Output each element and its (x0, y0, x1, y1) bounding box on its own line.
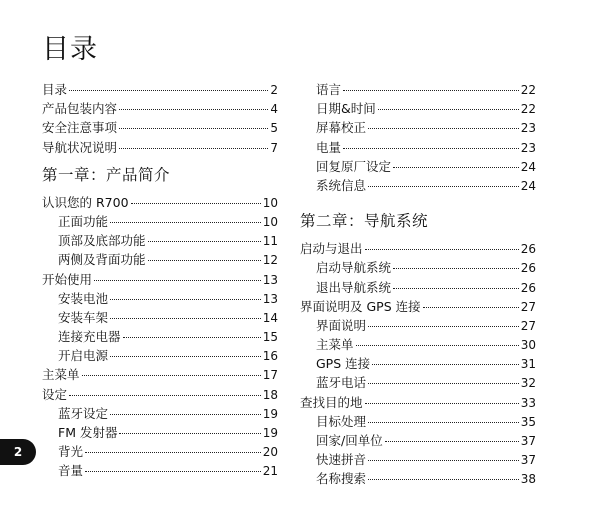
toc-entry-title: 安全注意事项 (42, 120, 118, 136)
dot-leader (82, 375, 261, 376)
toc-chapter-1 (42, 193, 278, 481)
toc-entry-page: 2 (270, 83, 278, 97)
toc-entry-title: 电量 (316, 139, 342, 155)
toc-entry-title: 主菜单 (316, 337, 354, 353)
toc-entry-page: 27 (520, 299, 536, 314)
toc-entry[interactable] (300, 157, 536, 176)
dot-leader (365, 249, 519, 250)
toc-entry-page: 10 (262, 214, 278, 229)
toc-entry-page: 7 (270, 140, 278, 155)
toc-entry-title: 主菜单 (42, 367, 80, 383)
toc-entry-title: 连接充电器 (58, 329, 121, 345)
toc-entry[interactable] (42, 385, 278, 404)
dot-leader (94, 280, 261, 281)
toc-entry-page: 37 (520, 453, 536, 468)
toc-entry-page: 27 (520, 318, 536, 333)
toc-entry-title: 界面说明及 GPS 连接 (300, 298, 421, 314)
toc-entry[interactable] (300, 176, 536, 195)
toc-entry-title: 音量 (58, 463, 84, 479)
toc-entry-page: 22 (520, 83, 536, 97)
toc-entry-title: FM 发射器 (58, 425, 118, 440)
toc-entry-page: 16 (262, 349, 278, 364)
toc-entry[interactable] (300, 450, 536, 469)
dot-leader (356, 345, 519, 346)
toc-entry-title: 屏幕校正 (316, 120, 367, 136)
page-number-badge: 2 (0, 439, 36, 465)
toc-entry-title: 背光 (58, 444, 84, 460)
toc-entry[interactable] (42, 423, 278, 442)
dot-leader (85, 471, 261, 472)
toc-entry[interactable] (42, 250, 278, 269)
dot-leader (368, 383, 519, 384)
dot-leader (368, 460, 519, 461)
toc-entry-page: 32 (520, 376, 536, 391)
dot-leader (393, 268, 519, 269)
toc-entry-title: 正面功能 (58, 213, 109, 229)
toc-entry[interactable] (42, 365, 278, 384)
toc-entry-page: 26 (520, 261, 536, 276)
dot-leader (119, 148, 268, 149)
toc-entry[interactable] (300, 469, 536, 488)
toc-entry-page: 18 (262, 387, 278, 402)
toc-entry-title: 蓝牙设定 (58, 405, 109, 421)
toc-entry-title: 启动导航系统 (316, 260, 392, 276)
toc-entry[interactable] (42, 118, 278, 137)
dot-leader (385, 441, 519, 442)
dot-leader (423, 307, 519, 308)
toc-entry-page: 26 (520, 242, 536, 257)
dot-leader (368, 186, 519, 187)
dot-leader (368, 128, 519, 129)
toc-entry-page: 35 (520, 414, 536, 429)
toc-entry[interactable] (300, 354, 536, 373)
toc-entry-title: 导航状况说明 (42, 139, 118, 155)
toc-entry-page: 22 (520, 102, 536, 117)
toc-entry-title: 界面说明 (316, 317, 367, 333)
toc-entry-page: 13 (262, 272, 278, 287)
toc-entry-title: 设定 (42, 386, 68, 402)
toc-entry-page: 37 (520, 434, 536, 448)
toc-entry-page: 10 (262, 195, 278, 210)
dot-leader (110, 414, 261, 415)
toc-entry-page: 24 (520, 159, 536, 174)
dot-leader (343, 148, 519, 149)
toc-entry[interactable] (300, 80, 536, 99)
toc-entry[interactable] (300, 138, 536, 157)
toc-entry[interactable] (42, 80, 278, 99)
toc-entry[interactable] (42, 99, 278, 118)
toc-entry-title: 顶部及底部功能 (58, 233, 146, 249)
page-title: 目录 (42, 34, 98, 65)
toc-entry-page: 33 (520, 395, 536, 410)
dot-leader (368, 422, 519, 423)
dot-leader (123, 337, 261, 338)
dot-leader (365, 403, 519, 404)
toc-entry-page: 15 (262, 330, 278, 345)
toc-entry-title: 开启电源 (58, 348, 109, 364)
dot-leader (393, 288, 519, 289)
toc-entry[interactable] (300, 118, 536, 137)
toc-entry-title: 两侧及背面功能 (58, 252, 146, 268)
toc-entry-page: 31 (520, 357, 536, 372)
toc-entry-page: 38 (520, 472, 536, 487)
dot-leader (378, 109, 519, 110)
toc-entry[interactable] (300, 99, 536, 118)
toc-entry-page: 30 (520, 338, 536, 353)
toc-entry-page: 4 (270, 102, 278, 117)
dot-leader (110, 299, 261, 300)
toc-entry-title: 日期&时间 (316, 101, 376, 117)
toc-entry-page: 14 (262, 310, 278, 325)
toc-chapter-2 (300, 239, 536, 488)
toc-entry[interactable] (42, 404, 278, 423)
toc-entry-title: GPS 连接 (316, 356, 371, 372)
dot-leader (110, 356, 261, 357)
toc-entry[interactable] (42, 270, 278, 289)
dot-leader (372, 364, 519, 365)
dot-leader (131, 203, 261, 204)
toc-settings-continued (300, 80, 536, 195)
toc-entry[interactable] (300, 373, 536, 392)
toc-entry[interactable] (300, 239, 536, 258)
toc-entry-page: 11 (262, 234, 278, 249)
toc-entry-title: 语言 (316, 82, 342, 97)
toc-entry-title: 目录 (42, 82, 68, 97)
toc-entry[interactable] (42, 289, 278, 308)
chapter-heading-2: 第二章：导航系统 (300, 212, 429, 231)
toc-entry-page: 20 (262, 445, 278, 460)
dot-leader (110, 318, 261, 319)
toc-entry-page: 26 (520, 280, 536, 295)
toc-entry-page: 13 (262, 291, 278, 306)
toc-entry[interactable] (42, 212, 278, 231)
toc-entry-page: 12 (262, 253, 278, 268)
dot-leader (69, 395, 261, 396)
toc-entry[interactable] (42, 193, 278, 212)
toc-entry-title: 系统信息 (316, 177, 367, 193)
toc-entry-page: 19 (262, 426, 278, 440)
dot-leader (119, 128, 268, 129)
toc-entry-page: 23 (520, 140, 536, 155)
toc-entry-title: 认识您的 R700 (42, 194, 129, 210)
toc-entry-page: 24 (520, 178, 536, 193)
toc-entry-title: 启动与退出 (300, 241, 363, 257)
dot-leader (110, 222, 261, 223)
dot-leader (119, 109, 268, 110)
toc-entry[interactable] (300, 335, 536, 354)
toc-entry-title: 回复原厂设定 (316, 158, 392, 174)
toc-right-column (300, 80, 536, 489)
dot-leader (393, 167, 519, 168)
toc-entry[interactable] (42, 327, 278, 346)
toc-entry-page: 19 (262, 406, 278, 421)
toc-entry[interactable] (300, 431, 536, 450)
toc-entry[interactable] (300, 393, 536, 412)
toc-entry-title: 目标处理 (316, 413, 367, 429)
toc-entry[interactable] (42, 231, 278, 250)
dot-leader (85, 452, 261, 453)
toc-entry[interactable] (42, 138, 278, 157)
toc-entry[interactable] (300, 412, 536, 431)
toc-entry-title: 快速拼音 (316, 452, 367, 468)
toc-entry-title: 开始使用 (42, 271, 93, 287)
dot-leader (368, 479, 519, 480)
dot-leader (69, 90, 268, 91)
toc-entry[interactable] (300, 316, 536, 335)
toc-entry-title: 产品包装内容 (42, 101, 118, 117)
toc-front-matter (42, 80, 278, 157)
toc-entry-title: 名称搜索 (316, 471, 367, 487)
chapter-heading-1: 第一章：产品简介 (42, 165, 171, 184)
toc-entry-title: 安装车架 (58, 309, 109, 325)
toc-entry[interactable] (300, 278, 536, 297)
dot-leader (368, 326, 519, 327)
toc-entry-title: 蓝牙电话 (316, 375, 367, 391)
toc-left-column (42, 80, 278, 481)
toc-entry[interactable] (300, 258, 536, 277)
toc-entry-page: 21 (262, 464, 278, 479)
toc-entry-title: 回家/回单位 (316, 433, 383, 448)
toc-entry-title: 查找目的地 (300, 394, 363, 410)
toc-entry-page: 5 (270, 121, 278, 136)
toc-entry-title: 安装电池 (58, 290, 109, 306)
toc-entry[interactable] (42, 308, 278, 327)
toc-entry[interactable] (300, 297, 536, 316)
toc-entry[interactable] (42, 442, 278, 461)
dot-leader (148, 241, 261, 242)
toc-entry[interactable] (42, 461, 278, 480)
dot-leader (148, 260, 261, 261)
dot-leader (119, 433, 260, 434)
toc-entry[interactable] (42, 346, 278, 365)
toc-entry-title: 退出导航系统 (316, 279, 392, 295)
dot-leader (343, 90, 519, 91)
toc-entry-page: 17 (262, 368, 278, 383)
toc-entry-page: 23 (520, 121, 536, 136)
